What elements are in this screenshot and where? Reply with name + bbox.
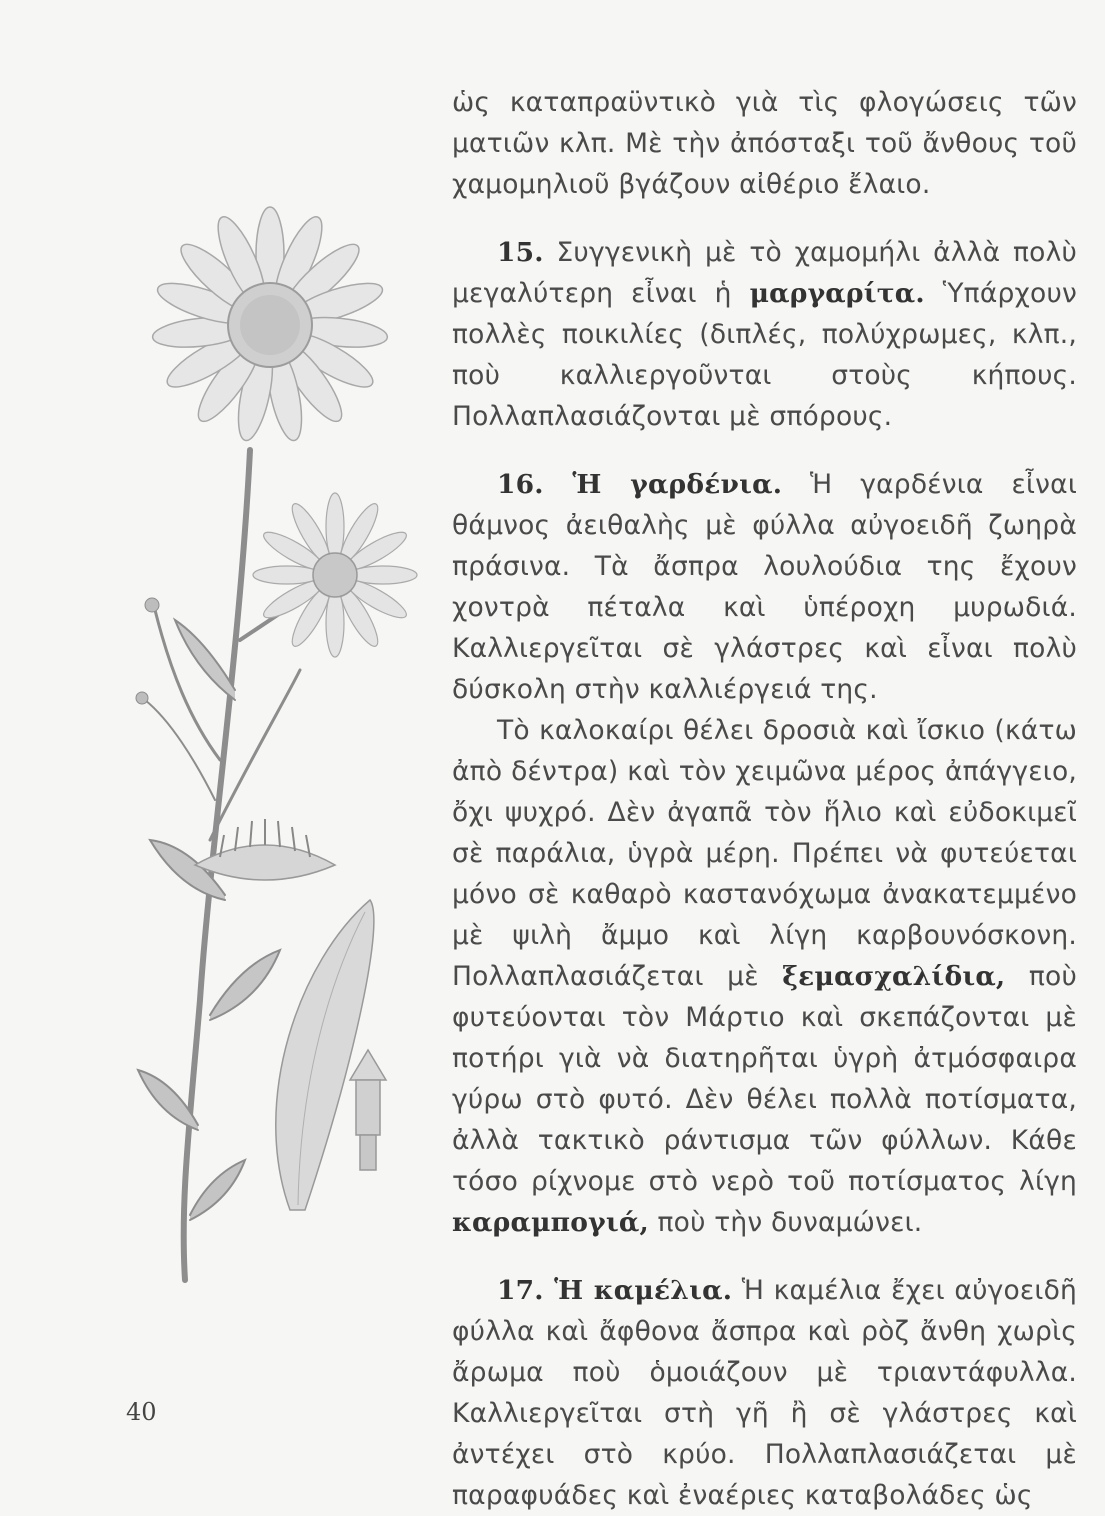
section-number-17: 17. (497, 1275, 544, 1306)
term-karampogia: καραμπογιά, (452, 1207, 649, 1238)
section-number-15: 15. (497, 237, 544, 268)
term-margarita: μαργαρίτα. (749, 278, 925, 309)
paragraph-16b (452, 710, 1077, 1243)
paragraph-17-text-a: Ἡ καμέλια ἔχει αὐγοειδῆ φύλλα καὶ ἄφθονα ἄσπρα καὶ ρὸζ ἄνθη χωρὶς ἄρωμα ποὺ ὁμοιάζουν μὲ τριαντάφυλλα. Καλλιεργεῖται στὴ γῆ ἢ σὲ γλάστρες καὶ ἀντέχει στὸ κρύο. Πολλαπλασιάζεται μὲ παραφυάδες καὶ ἐναέριες καταβολάδες ὡς (452, 1275, 1077, 1511)
paragraph-15-text-a: Συγγενικὴ μὲ τὸ χαμομήλι ἀλλὰ πολὺ μεγαλύτερη εἶναι ἡ (452, 237, 1077, 309)
text-column (452, 82, 1077, 1516)
paragraph-16b-text-b: ποὺ φυτεύονται τὸν Μάρτιο καὶ σκεπάζονται μὲ ποτήρι γιὰ νὰ διατηρῆται ὑγρὴ ἀτμόσφαιρα γύρω στὸ φυτό. Δὲν θέλει πολλὰ ποτίσματα, ἀλλὰ τακτικὸ ράντισμα τῶν φύλλων. Κάθε τόσο ρίχνομε στὸ νερὸ τοῦ ποτίσματος λίγη (452, 961, 1077, 1197)
daisy-plant-icon (100, 200, 440, 1330)
paragraph-15-text-b: Ὑπάρχουν πολλὲς ποικιλίες (διπλές, πολύχρωμες, κλπ., ποὺ καλλιεργοῦνται στοὺς κήπους. Πολλαπλασιάζονται μὲ σπόρους. (452, 278, 1077, 432)
page-number: 40 (126, 1398, 157, 1426)
section-title-camellia: Ἡ καμέλια. (543, 1275, 733, 1306)
section-number-16: 16. (497, 469, 544, 500)
term-xemaschalidia: ξεμασχαλίδια, (782, 961, 1006, 992)
paragraph-15 (452, 232, 1077, 437)
paragraph-16-text-a: Ἡ γαρδένια εἶναι θάμνος ἀειθαλὴς μὲ φύλλα αὐγοειδῆ ζωηρὰ πράσινα. Τὰ ἄσπρα λουλούδια της ἔχουν χοντρὰ πέταλα καὶ ὑπέροχη μυρωδιά. Καλλιεργεῖται σὲ γλάστρες καὶ εἶναι πολὺ δύσκολη στὴν καλλιέργειά της. (452, 469, 1077, 705)
paragraph-17 (452, 1270, 1077, 1516)
paragraph-16b-text-c: ποὺ τὴν δυναμώνει. (648, 1207, 923, 1238)
section-title-gardenia: Ἡ γαρδένια. (543, 469, 783, 500)
paragraph-intro: ὡς καταπραϋντικὸ γιὰ τὶς φλογώσεις τῶν ματιῶν κλπ. Μὲ τὴν ἀπόσταξι τοῦ ἄνθους τοῦ χαμομηλιοῦ βγάζουν αἰθέριο ἔλαιο. (452, 87, 1077, 200)
paragraph-16b-text-a: Τὸ καλοκαίρι θέλει δροσιὰ καὶ ἴσκιο (κάτω ἀπὸ δέντρα) καὶ τὸν χειμῶνα μέρος ἀπάγγειο, ὄχι ψυχρό. Δὲν ἀγαπᾶ τὸν ἥλιο καὶ εὐδοκιμεῖ σὲ παράλια, ὑγρὰ μέρη. Πρέπει νὰ φυτεύεται μόνο σὲ καθαρὸ καστανόχωμα ἀνακατεμμένο μὲ ψιλὴ ἄμμο καὶ λίγη καρβουνόσκονη. Πολλαπλασιάζεται μὲ (452, 715, 1077, 992)
paragraph-16 (452, 464, 1077, 710)
